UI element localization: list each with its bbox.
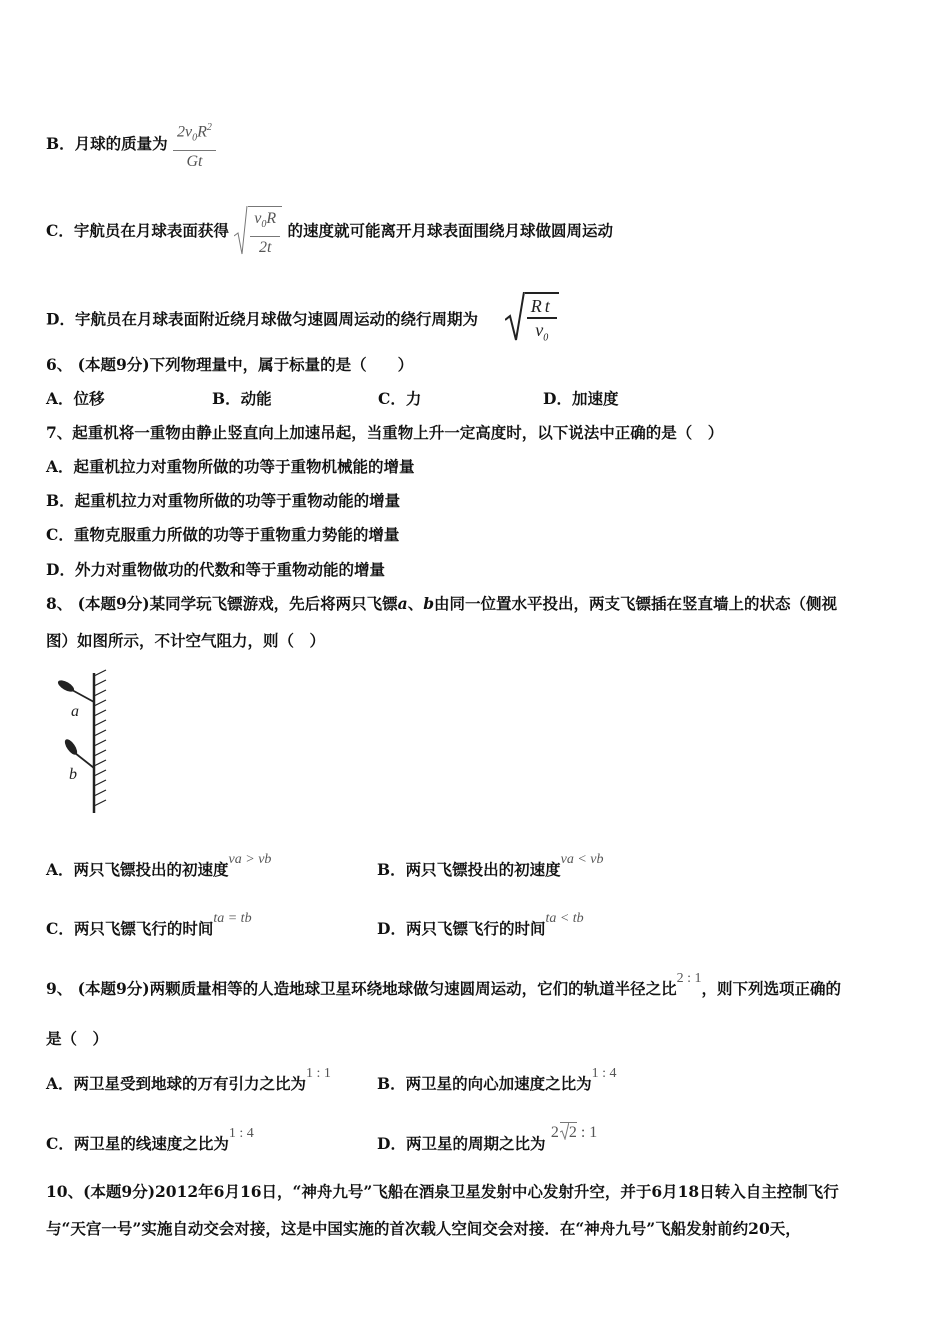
q9-option-a-text: A．两卫星受到地球的万有引力之比为 — [46, 1074, 307, 1093]
q7-option-c: C．重物克服重力所做的功等于重物重力势能的增量 — [46, 525, 400, 544]
q9-option-b-value: 1 : 4 — [591, 1066, 617, 1081]
q8-sep: 、 — [407, 594, 424, 613]
q8-option-d-formula: ta < tb — [545, 911, 584, 926]
q8-option-a — [46, 852, 272, 882]
dart-b — [63, 737, 94, 768]
q7-stem: 7、起重机将一重物由静止竖直向上加速吊起，当重物上升一定高度时，以下说法中正确的是（ ） — [46, 423, 724, 442]
q9-option-c-value: 1 : 4 — [228, 1126, 254, 1141]
q9-option-a-value: 1 : 1 — [306, 1066, 331, 1081]
q9-ratio: 2 : 1 — [676, 971, 702, 986]
q8-option-b — [377, 852, 604, 882]
q9-option-b-text: B．两卫星的向心加速度之比为 — [377, 1074, 592, 1093]
q10-line1: 10、(本题9分)2012年6月16日，“神舟九号”飞船在酒泉卫星发射中心发射升空，并于6月18日转入自主控制飞行 — [46, 1182, 839, 1201]
q9-stem-part2: ，则下列选项正确的 — [701, 979, 842, 998]
q8-option-a-formula: va > vb — [228, 852, 272, 867]
q9-option-a — [46, 1066, 331, 1096]
q8-option-b-formula: va < vb — [560, 852, 604, 867]
q5-option-c — [46, 206, 613, 258]
q9-option-d-ratio: : 1 — [576, 1124, 598, 1141]
q8-option-c-text: C．两只飞镖飞行的时间 — [46, 919, 214, 938]
q9-stem-line2: 是（ ） — [46, 1029, 109, 1048]
q9-option-c-text: C．两卫星的线速度之比为 — [46, 1134, 229, 1153]
q5-option-c-label-after: 的速度就可能离开月球表面围绕月球做圆周运动 — [287, 221, 614, 241]
q8-stem-line2: 图）如图所示，不计空气阻力，则（ ） — [46, 631, 326, 650]
q5-option-c-label-before: C．宇航员在月球表面获得 — [46, 221, 229, 241]
dart-wall-figure — [44, 668, 124, 818]
q9-option-b — [377, 1066, 617, 1096]
q6-option-c: C．力 — [378, 389, 422, 408]
q7-option-b: B．起重机拉力对重物所做的功等于重物动能的增量 — [46, 491, 401, 510]
q9-option-d-text: D．两卫星的周期之比为 — [377, 1134, 546, 1153]
q8-option-d — [377, 911, 584, 941]
q8-stem-part1: 8、 (本题9分)某同学玩飞镖游戏，先后将两只飞镖 — [46, 594, 398, 613]
q8-option-c-formula: ta = tb — [213, 911, 252, 926]
dart-a-label: a — [71, 703, 79, 720]
q8-option-c — [46, 911, 252, 941]
q9-option-d-value — [551, 1124, 597, 1141]
q5-option-b-label: B．月球的质量为 — [46, 133, 168, 153]
q9-option-d-radicand: 2 — [568, 1124, 577, 1141]
q7-option-d: D．外力对重物做功的代数和等于重物动能的增量 — [46, 560, 385, 579]
q8-var-b: b — [423, 594, 435, 613]
q9-option-d-coef: 2 — [550, 1124, 559, 1141]
dart-b-label: b — [69, 766, 77, 783]
q8-option-a-text: A．两只飞镖投出的初速度 — [46, 860, 229, 879]
q8-stem-part2: 由同一位置水平投出，两支飞镖插在竖直墙上的状态（侧视 — [434, 594, 838, 613]
q6-option-b: B．动能 — [212, 389, 272, 408]
q8-var-a: a — [397, 594, 408, 613]
q5-option-c-formula: $\frac{v_0R}{2t}$ — [234, 206, 282, 258]
q5-option-d-label: D．宇航员在月球表面附近绕月球做匀速圆周运动的绕行周期为 — [46, 309, 478, 329]
q5-option-b — [46, 118, 216, 172]
q8-option-d-text: D．两只飞镖飞行的时间 — [377, 919, 546, 938]
q8-stem-line1 — [46, 594, 837, 614]
q7-option-a: A．起重机拉力对重物所做的功等于重物机械能的增量 — [46, 457, 415, 476]
q8-option-b-text: B．两只飞镖投出的初速度 — [377, 860, 561, 879]
q5-option-b-formula: $\frac{2v_0R^2}{Gt}$ — [173, 118, 216, 172]
q6-stem: 6、 (本题9分)下列物理量中，属于标量的是（ ） — [46, 355, 414, 374]
q5-option-d-formula: $\frac{Rt}{v_0}$ — [505, 292, 559, 349]
q9-stem-part1: 9、 (本题9分)两颗质量相等的人造地球卫星环绕地球做匀速圆周运动，它们的轨道半径之比 — [46, 979, 677, 998]
q9-option-d — [377, 1124, 598, 1155]
q5-option-d — [46, 292, 559, 349]
q6-option-a: A．位移 — [46, 389, 105, 408]
q9-option-c — [46, 1126, 254, 1156]
q9-stem-line1 — [46, 971, 842, 1001]
dart-a — [56, 678, 94, 702]
q10-line2: 与“天宫一号”实施自动交会对接，这是中国实施的首次载人空间交会对接．在“神舟九号”飞船发射前约20天， — [46, 1219, 801, 1238]
q6-option-d: D．加速度 — [543, 389, 619, 408]
